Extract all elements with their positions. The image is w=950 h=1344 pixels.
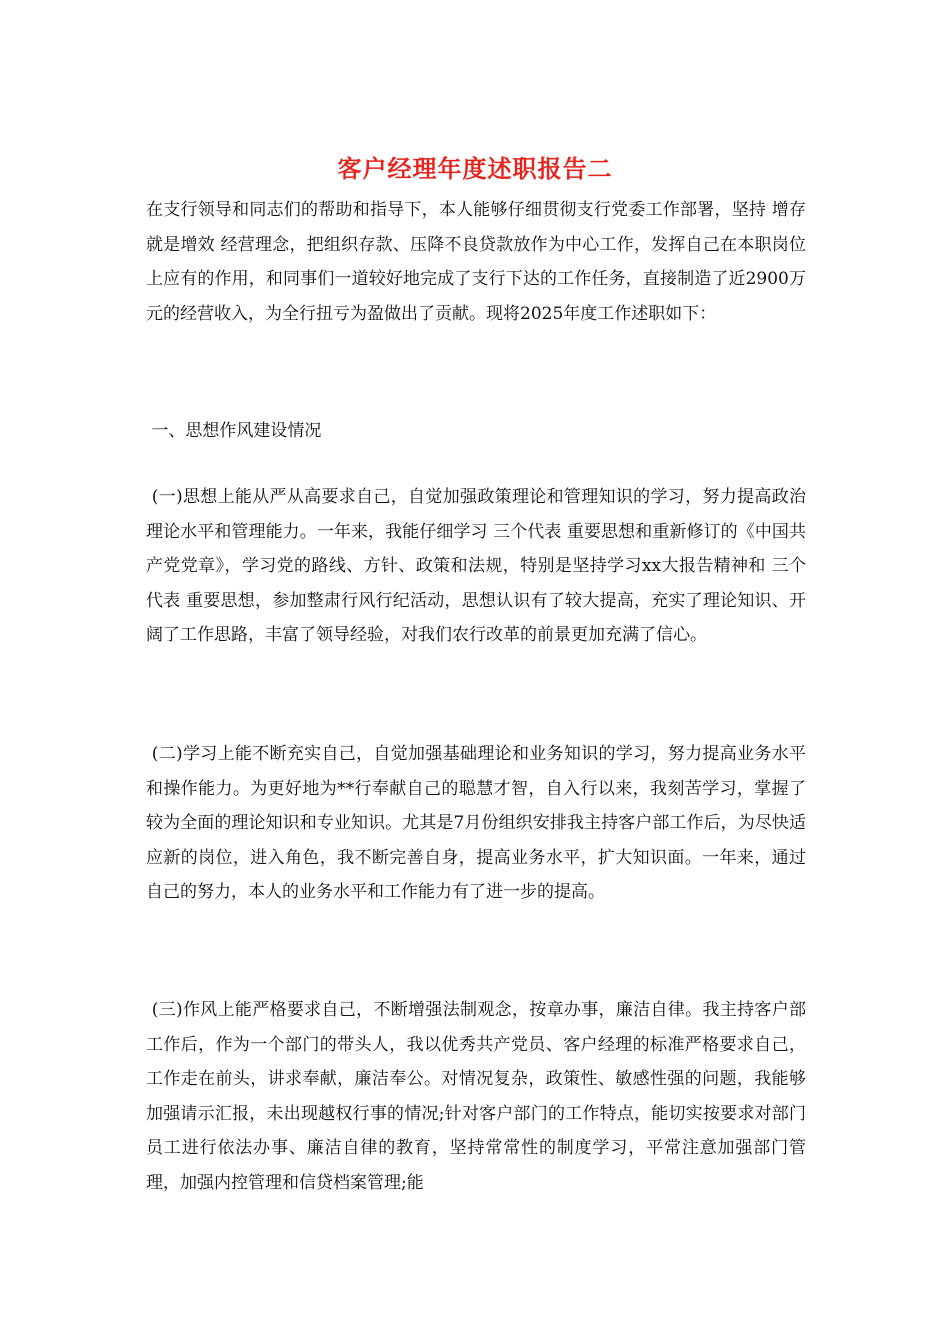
section-heading: 一、思想作风建设情况 bbox=[146, 421, 322, 441]
intro-paragraph: 在支行领导和同志们的帮助和指导下，本人能够仔细贯彻支行党委工作部署，坚持 增存就是增效 经营理念，把组织存款、压降不良贷款放作为中心工作，发挥自己在本职岗位上应有的作用，和同事们一道较好地完成了支行下达的工作任务，直接制造了近2900万元的经营收入，为全行扭亏为盈做出了贡献。现将2025年度工作述职如下： bbox=[146, 200, 806, 324]
paragraph-2: (二)学习上能不断充实自己，自觉加强基础理论和业务知识的学习，努力提高业务水平和操作能力。为更好地为**行奉献自己的聪慧才智，自入行以来，我刻苦学习，掌握了较为全面的理论知识和专业知识。尤其是7月份组织安排我主持客户部工作后，为尽快适应新的岗位，进入角色，我不断完善自身，提高业务水平，扩大知识面。一年来，通过自己的努力，本人的业务水平和工作能力有了进一步的提高。 bbox=[146, 744, 807, 903]
paragraph-3: (三)作风上能严格要求自己，不断增强法制观念，按章办事，廉洁自律。我主持客户部工作后，作为一个部门的带头人，我以优秀共产党员、客户经理的标准严格要求自己，工作走在前头，讲求奉献，廉洁奉公。对情况复杂，政策性、敏感性强的问题，我能够加强请示汇报，未出现越权行事的情况;针对客户部门的工作特点，能切实按要求对部门员工进行依法办事、廉洁自律的教育，坚持常常性的制度学习，平常注意加强部门管理，加强内控管理和信贷档案管理;能 bbox=[146, 1000, 807, 1193]
document-title: 客户经理年度述职报告二 bbox=[337, 154, 613, 183]
paragraph-1: (一)思想上能从严从高要求自己，自觉加强政策理论和管理知识的学习，努力提高政治理论水平和管理能力。一年来，我能仔细学习 三个代表 重要思想和重新修订的《中国共产党党章》，学习党的路线、方针、政策和法规，特别是坚持学习xx大报告精神和 三个代表 重要思想，参加整肃行风行纪活动，思想认识有了较大提高，充实了理论知识、开阔了工作思路，丰富了领导经验，对我们农行改革的前景更加充满了信心。 bbox=[146, 487, 807, 646]
